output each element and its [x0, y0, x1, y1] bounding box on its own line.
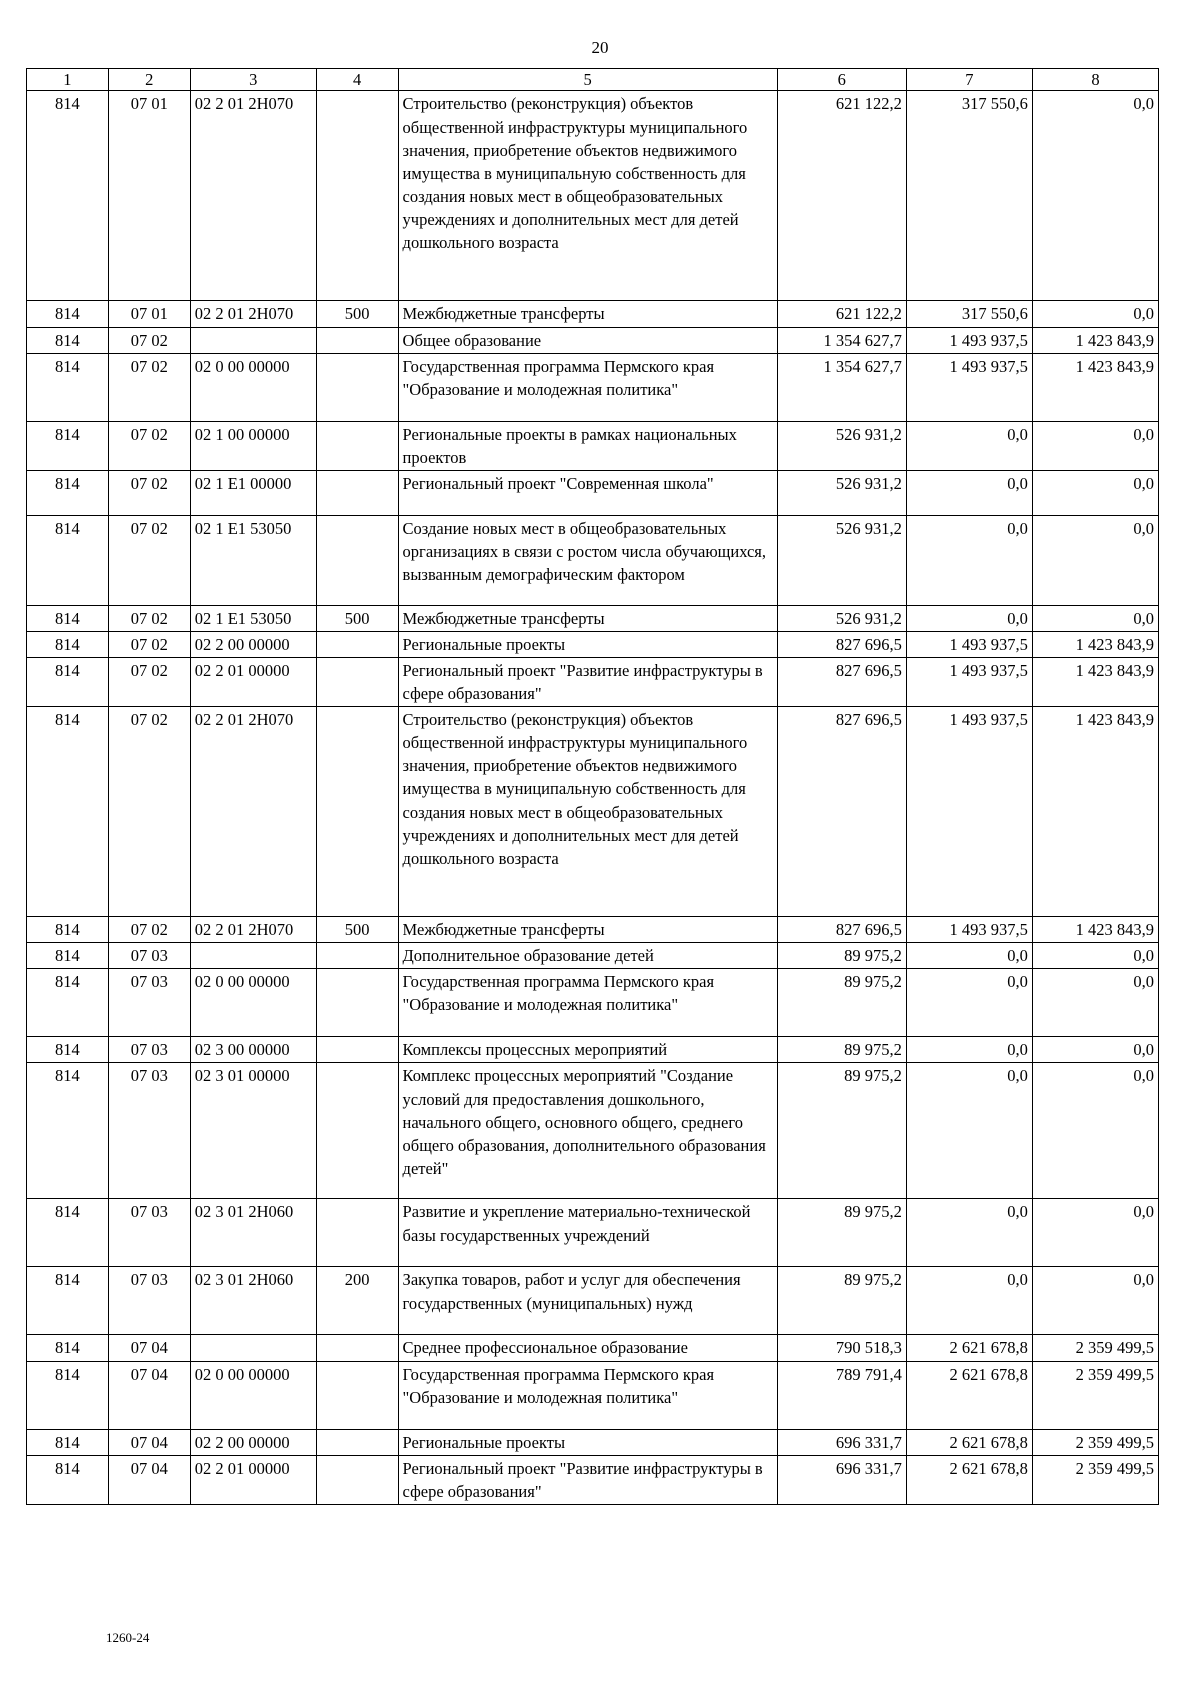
target-article-cell: 02 2 01 2H070: [190, 917, 316, 943]
section-code-cell: 07 01: [108, 301, 190, 327]
amount-col6-cell: 89 975,2: [777, 943, 906, 969]
amount-col6-cell: 89 975,2: [777, 969, 906, 1037]
amount-col6-cell: 89 975,2: [777, 1063, 906, 1199]
description-cell: Комплекс процессных мероприятий "Создание условий для предоставления дошкольного, начального общего, основного общего, среднего общего образования, дополнительного образования детей": [398, 1063, 777, 1199]
section-code-cell: 07 04: [108, 1361, 190, 1429]
column-header-3: 3: [190, 69, 316, 91]
table-row: [27, 1199, 1159, 1267]
kvsr-code-cell: 814: [27, 515, 109, 605]
expense-type-cell: [316, 1335, 398, 1361]
section-code-cell: 07 01: [108, 91, 190, 301]
amount-col7-cell: 0,0: [906, 1267, 1032, 1335]
column-header-5: 5: [398, 69, 777, 91]
kvsr-code-cell: 814: [27, 421, 109, 470]
description-cell: Общее образование: [398, 327, 777, 353]
table-row: [27, 943, 1159, 969]
table-row: [27, 1455, 1159, 1504]
target-article-cell: 02 2 01 2H070: [190, 91, 316, 301]
amount-col8-cell: 0,0: [1032, 969, 1158, 1037]
amount-col6-cell: 1 354 627,7: [777, 353, 906, 421]
column-header-6: 6: [777, 69, 906, 91]
section-code-cell: 07 02: [108, 605, 190, 631]
target-article-cell: 02 1 00 00000: [190, 421, 316, 470]
description-cell: Межбюджетные трансферты: [398, 917, 777, 943]
amount-col8-cell: 0,0: [1032, 1037, 1158, 1063]
column-header-2: 2: [108, 69, 190, 91]
budget-table: [26, 68, 1159, 1505]
table-row: [27, 658, 1159, 707]
table-row: [27, 1429, 1159, 1455]
expense-type-cell: [316, 515, 398, 605]
section-code-cell: 07 02: [108, 707, 190, 917]
description-cell: Среднее профессиональное образование: [398, 1335, 777, 1361]
section-code-cell: 07 03: [108, 1037, 190, 1063]
section-code-cell: 07 04: [108, 1429, 190, 1455]
kvsr-code-cell: 814: [27, 1267, 109, 1335]
kvsr-code-cell: 814: [27, 1063, 109, 1199]
amount-col6-cell: 621 122,2: [777, 91, 906, 301]
kvsr-code-cell: 814: [27, 1361, 109, 1429]
description-cell: Закупка товаров, работ и услуг для обеспечения государственных (муниципальных) нужд: [398, 1267, 777, 1335]
amount-col6-cell: 526 931,2: [777, 515, 906, 605]
table-row: [27, 470, 1159, 515]
kvsr-code-cell: 814: [27, 301, 109, 327]
amount-col6-cell: 827 696,5: [777, 917, 906, 943]
amount-col8-cell: 1 423 843,9: [1032, 327, 1158, 353]
amount-col8-cell: 2 359 499,5: [1032, 1361, 1158, 1429]
kvsr-code-cell: 814: [27, 1199, 109, 1267]
expense-type-cell: 500: [316, 301, 398, 327]
section-code-cell: 07 02: [108, 917, 190, 943]
expense-type-cell: [316, 969, 398, 1037]
amount-col8-cell: 2 359 499,5: [1032, 1429, 1158, 1455]
table-row: [27, 1267, 1159, 1335]
document-code: 1260-24: [106, 1630, 150, 1645]
description-cell: Региональные проекты: [398, 1429, 777, 1455]
expense-type-cell: [316, 943, 398, 969]
expense-type-cell: 200: [316, 1267, 398, 1335]
expense-type-cell: 500: [316, 917, 398, 943]
target-article-cell: 02 0 00 00000: [190, 353, 316, 421]
amount-col6-cell: 526 931,2: [777, 421, 906, 470]
column-header-4: 4: [316, 69, 398, 91]
amount-col7-cell: 317 550,6: [906, 301, 1032, 327]
expense-type-cell: [316, 1429, 398, 1455]
target-article-cell: 02 0 00 00000: [190, 969, 316, 1037]
page-number: 20: [591, 38, 609, 57]
amount-col6-cell: 526 931,2: [777, 470, 906, 515]
target-article-cell: 02 3 01 2H060: [190, 1267, 316, 1335]
amount-col6-cell: 827 696,5: [777, 631, 906, 657]
amount-col7-cell: 0,0: [906, 470, 1032, 515]
amount-col8-cell: 2 359 499,5: [1032, 1455, 1158, 1504]
table-row: [27, 707, 1159, 917]
section-code-cell: 07 04: [108, 1335, 190, 1361]
amount-col8-cell: 0,0: [1032, 91, 1158, 301]
table-row: [27, 421, 1159, 470]
description-cell: Создание новых мест в общеобразовательных организациях в связи с ростом числа обучающихся, вызванным демографическим фактором: [398, 515, 777, 605]
section-code-cell: 07 02: [108, 515, 190, 605]
expense-type-cell: [316, 1037, 398, 1063]
amount-col6-cell: 696 331,7: [777, 1429, 906, 1455]
target-article-cell: 02 0 00 00000: [190, 1361, 316, 1429]
section-code-cell: 07 04: [108, 1455, 190, 1504]
amount-col6-cell: 696 331,7: [777, 1455, 906, 1504]
expense-type-cell: [316, 353, 398, 421]
kvsr-code-cell: 814: [27, 327, 109, 353]
expense-type-cell: [316, 1199, 398, 1267]
table-row: [27, 605, 1159, 631]
description-cell: Дополнительное образование детей: [398, 943, 777, 969]
column-header-7: 7: [906, 69, 1032, 91]
section-code-cell: 07 02: [108, 631, 190, 657]
section-code-cell: 07 02: [108, 421, 190, 470]
amount-col6-cell: 1 354 627,7: [777, 327, 906, 353]
table-row: [27, 353, 1159, 421]
description-cell: Региональный проект "Развитие инфраструктуры в сфере образования": [398, 1455, 777, 1504]
description-cell: Региональный проект "Современная школа": [398, 470, 777, 515]
amount-col8-cell: 0,0: [1032, 605, 1158, 631]
expense-type-cell: [316, 1455, 398, 1504]
amount-col6-cell: 790 518,3: [777, 1335, 906, 1361]
table-row: [27, 301, 1159, 327]
amount-col7-cell: 0,0: [906, 969, 1032, 1037]
kvsr-code-cell: 814: [27, 658, 109, 707]
amount-col6-cell: 526 931,2: [777, 605, 906, 631]
amount-col7-cell: 1 493 937,5: [906, 631, 1032, 657]
description-cell: Развитие и укрепление материально-технической базы государственных учреждений: [398, 1199, 777, 1267]
kvsr-code-cell: 814: [27, 631, 109, 657]
expense-type-cell: [316, 707, 398, 917]
description-cell: Межбюджетные трансферты: [398, 301, 777, 327]
kvsr-code-cell: 814: [27, 1455, 109, 1504]
amount-col8-cell: 0,0: [1032, 515, 1158, 605]
amount-col7-cell: 2 621 678,8: [906, 1335, 1032, 1361]
kvsr-code-cell: 814: [27, 91, 109, 301]
expense-type-cell: [316, 1063, 398, 1199]
section-code-cell: 07 02: [108, 327, 190, 353]
table-row: [27, 327, 1159, 353]
amount-col6-cell: 789 791,4: [777, 1361, 906, 1429]
amount-col7-cell: 1 493 937,5: [906, 917, 1032, 943]
amount-col7-cell: 0,0: [906, 605, 1032, 631]
amount-col8-cell: 2 359 499,5: [1032, 1335, 1158, 1361]
amount-col7-cell: 1 493 937,5: [906, 327, 1032, 353]
target-article-cell: 02 1 E1 53050: [190, 515, 316, 605]
amount-col7-cell: 1 493 937,5: [906, 707, 1032, 917]
description-cell: Межбюджетные трансферты: [398, 605, 777, 631]
expense-type-cell: [316, 327, 398, 353]
expense-type-cell: [316, 470, 398, 515]
amount-col7-cell: 1 493 937,5: [906, 353, 1032, 421]
target-article-cell: 02 3 00 00000: [190, 1037, 316, 1063]
target-article-cell: 02 2 01 2H070: [190, 707, 316, 917]
table-row: [27, 1361, 1159, 1429]
amount-col7-cell: 0,0: [906, 515, 1032, 605]
amount-col8-cell: 1 423 843,9: [1032, 631, 1158, 657]
target-article-cell: [190, 1335, 316, 1361]
amount-col6-cell: 89 975,2: [777, 1267, 906, 1335]
table-body: [27, 91, 1159, 1504]
target-article-cell: 02 2 01 00000: [190, 658, 316, 707]
expense-type-cell: [316, 421, 398, 470]
description-cell: Региональный проект "Развитие инфраструктуры в сфере образования": [398, 658, 777, 707]
description-cell: Комплексы процессных мероприятий: [398, 1037, 777, 1063]
target-article-cell: 02 3 01 2H060: [190, 1199, 316, 1267]
header-row: [27, 69, 1159, 91]
amount-col8-cell: 0,0: [1032, 1199, 1158, 1267]
kvsr-code-cell: 814: [27, 917, 109, 943]
amount-col8-cell: 0,0: [1032, 943, 1158, 969]
amount-col7-cell: 1 493 937,5: [906, 658, 1032, 707]
table-row: [27, 917, 1159, 943]
table-row: [27, 1063, 1159, 1199]
kvsr-code-cell: 814: [27, 353, 109, 421]
amount-col6-cell: 827 696,5: [777, 707, 906, 917]
target-article-cell: 02 2 01 2H070: [190, 301, 316, 327]
amount-col8-cell: 0,0: [1032, 1063, 1158, 1199]
amount-col8-cell: 0,0: [1032, 301, 1158, 327]
kvsr-code-cell: 814: [27, 470, 109, 515]
amount-col7-cell: 0,0: [906, 1063, 1032, 1199]
target-article-cell: 02 2 00 00000: [190, 1429, 316, 1455]
table-row: [27, 91, 1159, 301]
description-cell: Государственная программа Пермского края "Образование и молодежная политика": [398, 969, 777, 1037]
section-code-cell: 07 03: [108, 1063, 190, 1199]
amount-col7-cell: 2 621 678,8: [906, 1455, 1032, 1504]
column-header-1: 1: [27, 69, 109, 91]
table-row: [27, 1335, 1159, 1361]
description-cell: Строительство (реконструкция) объектов общественной инфраструктуры муниципального значения, приобретение объектов недвижимого имущества в муниципальную собственность для создания новых мест в общеобразовательных учреждениях и дополнительных мест для детей дошкольного возраста: [398, 707, 777, 917]
target-article-cell: 02 1 E1 53050: [190, 605, 316, 631]
target-article-cell: 02 3 01 00000: [190, 1063, 316, 1199]
description-cell: Государственная программа Пермского края "Образование и молодежная политика": [398, 353, 777, 421]
section-code-cell: 07 03: [108, 1267, 190, 1335]
amount-col8-cell: 0,0: [1032, 1267, 1158, 1335]
target-article-cell: [190, 943, 316, 969]
section-code-cell: 07 02: [108, 658, 190, 707]
amount-col7-cell: 0,0: [906, 1199, 1032, 1267]
amount-col6-cell: 89 975,2: [777, 1037, 906, 1063]
amount-col8-cell: 1 423 843,9: [1032, 917, 1158, 943]
kvsr-code-cell: 814: [27, 1429, 109, 1455]
amount-col7-cell: 0,0: [906, 1037, 1032, 1063]
amount-col8-cell: 1 423 843,9: [1032, 353, 1158, 421]
table-row: [27, 1037, 1159, 1063]
table-row: [27, 969, 1159, 1037]
amount-col7-cell: 0,0: [906, 421, 1032, 470]
table-row: [27, 515, 1159, 605]
expense-type-cell: [316, 91, 398, 301]
section-code-cell: 07 03: [108, 969, 190, 1037]
amount-col6-cell: 89 975,2: [777, 1199, 906, 1267]
section-code-cell: 07 03: [108, 1199, 190, 1267]
description-cell: Региональные проекты в рамках национальных проектов: [398, 421, 777, 470]
amount-col7-cell: 2 621 678,8: [906, 1429, 1032, 1455]
amount-col7-cell: 2 621 678,8: [906, 1361, 1032, 1429]
description-cell: Региональные проекты: [398, 631, 777, 657]
amount-col7-cell: 317 550,6: [906, 91, 1032, 301]
section-code-cell: 07 02: [108, 470, 190, 515]
kvsr-code-cell: 814: [27, 969, 109, 1037]
amount-col8-cell: 0,0: [1032, 470, 1158, 515]
expense-type-cell: [316, 631, 398, 657]
amount-col8-cell: 1 423 843,9: [1032, 707, 1158, 917]
kvsr-code-cell: 814: [27, 1037, 109, 1063]
amount-col8-cell: 1 423 843,9: [1032, 658, 1158, 707]
target-article-cell: 02 1 E1 00000: [190, 470, 316, 515]
expense-type-cell: 500: [316, 605, 398, 631]
kvsr-code-cell: 814: [27, 707, 109, 917]
target-article-cell: 02 2 00 00000: [190, 631, 316, 657]
description-cell: Строительство (реконструкция) объектов общественной инфраструктуры муниципального значения, приобретение объектов недвижимого имущества в муниципальную собственность для создания новых мест в общеобразовательных учреждениях и дополнительных мест для детей дошкольного возраста: [398, 91, 777, 301]
target-article-cell: 02 2 01 00000: [190, 1455, 316, 1504]
kvsr-code-cell: 814: [27, 943, 109, 969]
description-cell: Государственная программа Пермского края "Образование и молодежная политика": [398, 1361, 777, 1429]
amount-col7-cell: 0,0: [906, 943, 1032, 969]
amount-col6-cell: 827 696,5: [777, 658, 906, 707]
expense-type-cell: [316, 658, 398, 707]
table-row: [27, 631, 1159, 657]
section-code-cell: 07 02: [108, 353, 190, 421]
kvsr-code-cell: 814: [27, 1335, 109, 1361]
target-article-cell: [190, 327, 316, 353]
amount-col6-cell: 621 122,2: [777, 301, 906, 327]
section-code-cell: 07 03: [108, 943, 190, 969]
column-header-8: 8: [1032, 69, 1158, 91]
kvsr-code-cell: 814: [27, 605, 109, 631]
amount-col8-cell: 0,0: [1032, 421, 1158, 470]
expense-type-cell: [316, 1361, 398, 1429]
